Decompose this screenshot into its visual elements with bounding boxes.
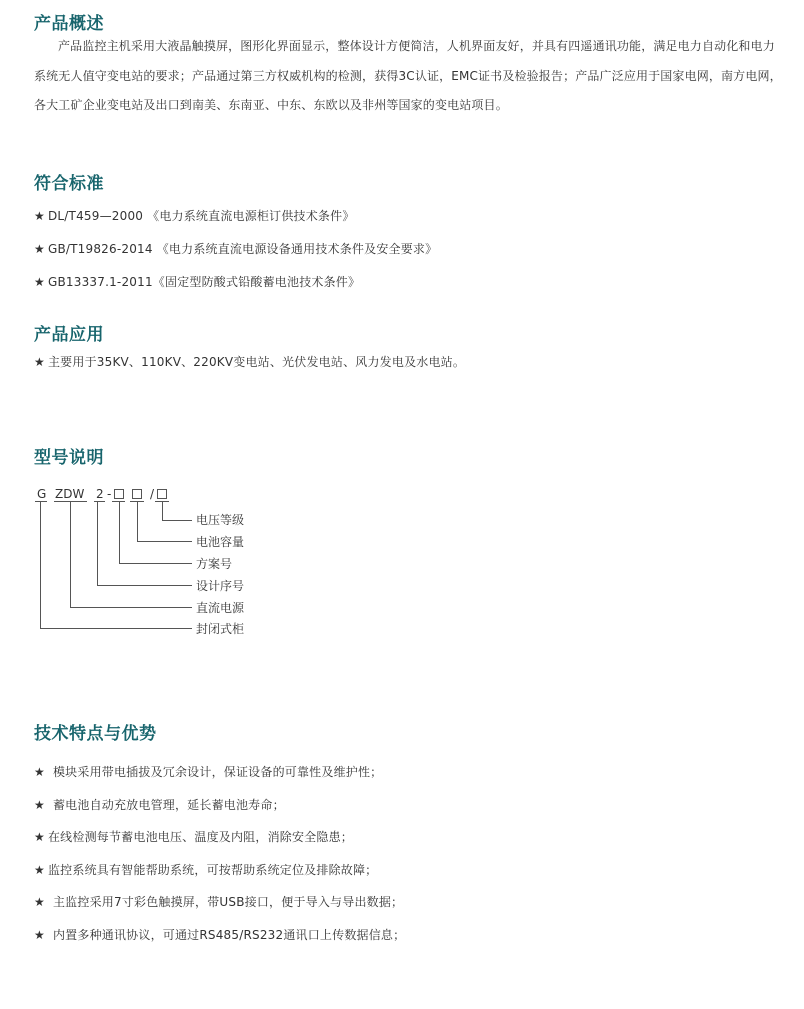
application-item xyxy=(34,353,465,370)
star-icon: ★ xyxy=(34,830,45,844)
feature-text: 模块采用带电插拔及冗余设计，保证设备的可靠性及维护性； xyxy=(52,765,383,779)
star-icon: ★ xyxy=(34,765,45,779)
code-part-2: 2 xyxy=(96,487,104,501)
star-icon: ★ xyxy=(34,242,45,256)
code-part-g: G xyxy=(37,487,47,501)
label-design-serial: 设计序号 xyxy=(196,579,245,593)
section-heading-features: 技术特点与优势 xyxy=(34,724,157,744)
application-text: 主要用于35KV、110KV、220KV变电站、光伏发电站、风力发电及水电站。 xyxy=(47,355,466,369)
section-heading-model: 型号说明 xyxy=(34,448,104,468)
feature-item xyxy=(34,763,382,780)
feature-text: 监控系统具有智能帮助系统，可按帮助系统定位及排除故障； xyxy=(47,863,378,877)
feature-item xyxy=(34,926,405,943)
code-part-dash: - xyxy=(107,487,112,501)
label-voltage-level: 电压等级 xyxy=(196,513,245,527)
feature-item xyxy=(34,861,377,878)
feature-text: 在线检测每节蓄电池电压、温度及内阻，消除安全隐患； xyxy=(47,830,353,844)
feature-text: 内置多种通讯协议，可通过RS485/RS232通讯口上传数据信息； xyxy=(52,928,406,942)
feature-item xyxy=(34,828,353,845)
standard-item xyxy=(34,240,437,257)
star-icon: ★ xyxy=(34,928,45,942)
feature-text: 主监控采用7寸彩色触摸屏，带USB接口，便于导入与导出数据； xyxy=(52,895,404,909)
standard-item xyxy=(34,207,355,224)
label-enclosed-cabinet: 封闭式柜 xyxy=(196,622,245,636)
standard-item xyxy=(34,273,360,290)
standard-text: DL/T459—2000 《电力系统直流电源柜订供技术条件》 xyxy=(47,209,355,223)
star-icon: ★ xyxy=(34,275,45,289)
label-battery-capacity: 电池容量 xyxy=(196,535,245,549)
standard-text: GB13337.1-2011《固定型防酸式铅酸蓄电池技术条件》 xyxy=(47,275,361,289)
model-leader-lines xyxy=(32,480,292,640)
code-part-slash: / xyxy=(150,487,155,501)
section-heading-application: 产品应用 xyxy=(34,325,104,345)
section-heading-standards: 符合标准 xyxy=(34,174,104,194)
section-heading-overview: 产品概述 xyxy=(34,14,104,34)
model-code-diagram xyxy=(32,480,292,640)
overview-paragraph: 产品监控主机采用大液晶触摸屏，图形化界面显示，整体设计方便简洁，人机界面友好，并具有四遥通讯功能，满足电力自动化和电力系统无人值守变电站的要求；产品通过第三方权威机构的检测，获得3C认证，EMC证书及检验报告；产品广泛应用于国家电网，南方电网，各大工矿企业变电站及出口到南美、东南亚、中东、东欧以及非州等国家的变电站项目。 xyxy=(34,39,782,112)
feature-item xyxy=(34,893,403,910)
star-icon: ★ xyxy=(34,798,45,812)
code-part-zdw: ZDW xyxy=(55,487,85,501)
feature-item xyxy=(34,796,285,813)
label-scheme-number: 方案号 xyxy=(196,557,233,571)
label-dc-power: 直流电源 xyxy=(196,601,245,615)
star-icon: ★ xyxy=(34,355,45,369)
standard-text: GB/T19826-2014 《电力系统直流电源设备通用技术条件及安全要求》 xyxy=(47,242,438,256)
feature-text: 蓄电池自动充放电管理，延长蓄电池寿命； xyxy=(52,798,285,812)
star-icon: ★ xyxy=(34,863,45,877)
star-icon: ★ xyxy=(34,209,45,223)
star-icon: ★ xyxy=(34,895,45,909)
